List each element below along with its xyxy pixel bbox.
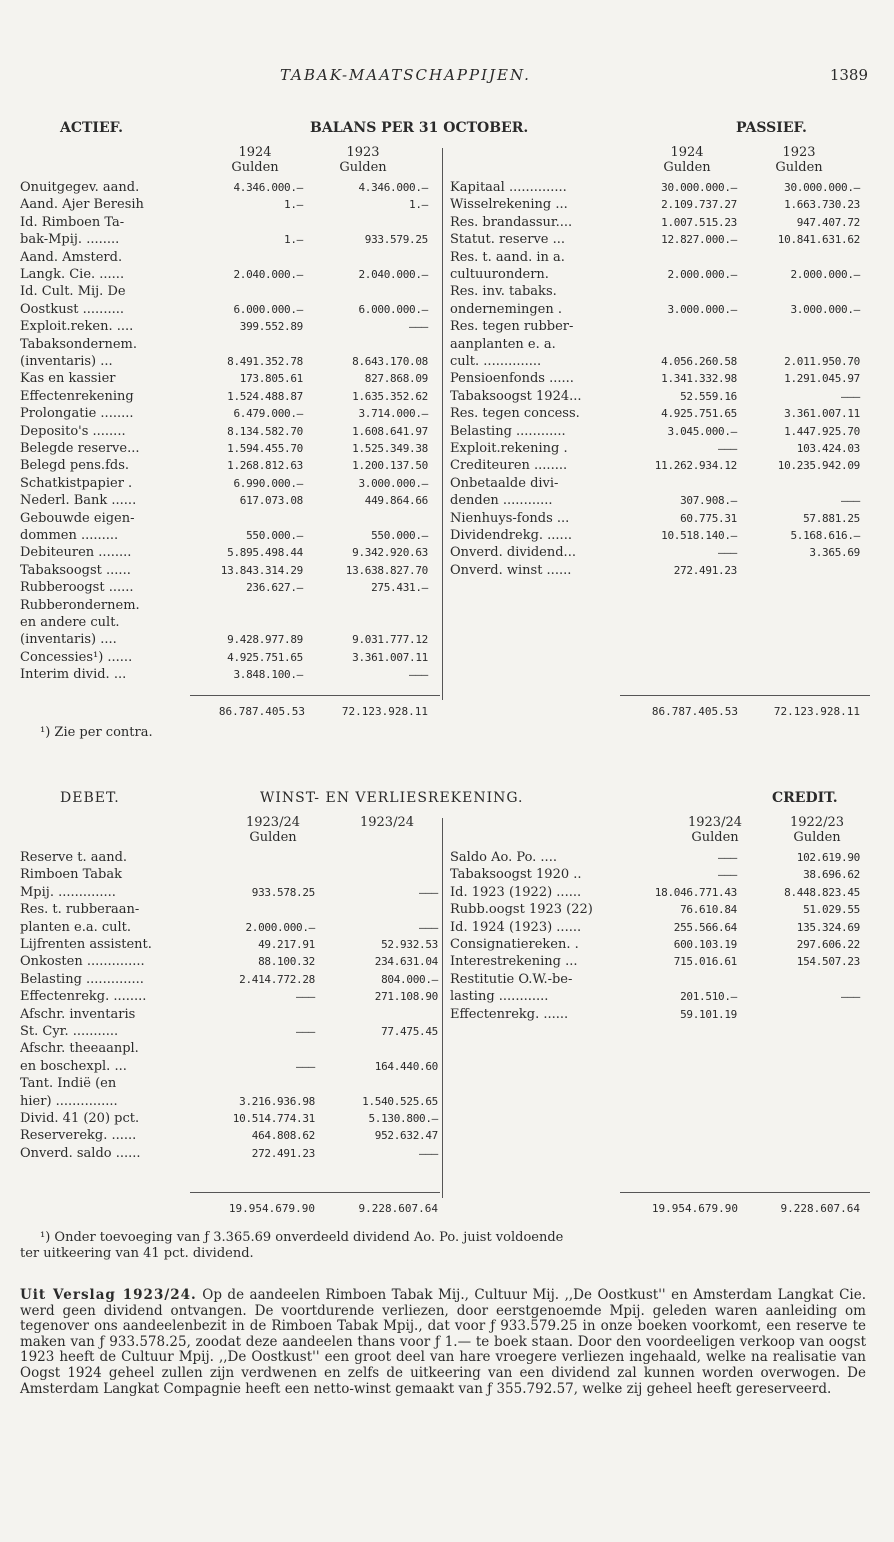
row-value-1: 2.000.000.—: [667, 268, 737, 281]
row-label: Concessies¹) ......: [20, 649, 133, 665]
row-label: Res. t. rubberaan-: [20, 902, 140, 918]
row-label: Langk. Cie. ......: [20, 267, 125, 282]
row-label: Onverd. winst ......: [450, 562, 572, 578]
center-rule: [442, 148, 443, 700]
row-label: Reserverekg. ......: [20, 1128, 137, 1144]
pl-col-4: 1922/23 Gulden: [789, 815, 844, 845]
row-value-1: 933.578.25: [251, 885, 315, 899]
row-value-1: 4.056.260.58: [661, 355, 737, 368]
row-value-1: 8.491.352.78: [227, 355, 303, 368]
row-label: Id. 1923 (1922) ......: [450, 884, 582, 900]
row-label: Interestrekening ...: [450, 954, 578, 970]
row-value-1: ———: [718, 868, 737, 882]
row-value-1: 13.843.314.29: [220, 563, 303, 577]
row-label: Kas en kassier: [20, 371, 116, 387]
row-label: Gebouwde eigen-: [20, 510, 135, 526]
row-value-2: 3.361.007.11: [352, 650, 428, 664]
row-value-2: 297.606.22: [796, 938, 860, 951]
row-value-2: 1.525.349.38: [352, 442, 428, 455]
row-value-2: 57.881.25: [803, 511, 860, 525]
row-label: dommen .........: [20, 528, 119, 543]
row-label: Reserve t. aand.: [20, 850, 128, 865]
row-label: Dividendrekg. ......: [450, 528, 572, 543]
running-title: TABAK-MAATSCHAPPIJEN.: [280, 66, 531, 84]
row-label: Onverd. dividend...: [450, 545, 576, 561]
row-label: Divid. 41 (20) pct.: [20, 1111, 140, 1126]
row-value-2: 1.291.045.97: [784, 372, 860, 386]
row-label: Tabaksoogst 1920 ..: [450, 867, 582, 883]
row-value-1: 600.103.19: [673, 938, 737, 951]
row-value-1: 1.524.488.87: [227, 389, 303, 403]
row-value-2: 952.632.47: [374, 1129, 438, 1143]
row-value-2: ———: [409, 320, 428, 334]
row-value-2: 13.638.827.70: [345, 563, 428, 577]
row-value-1: 1.594.455.70: [227, 442, 303, 455]
row-value-2: 1.200.137.50: [352, 459, 428, 473]
total-rule-left: [190, 695, 440, 696]
row-value-1: 1.007.515.23: [661, 215, 737, 229]
row-label: Tant. Indië (en: [20, 1076, 117, 1092]
row-value-2: 135.324.69: [796, 920, 860, 934]
row-label: Res. t. aand. in a.: [450, 249, 565, 265]
row-value-1: ———: [296, 1059, 315, 1073]
pl-col-1: 1923/24 Gulden: [245, 815, 300, 845]
row-value-2: 550.000.—: [371, 529, 428, 542]
row-label: en andere cult.: [20, 615, 120, 630]
row-value-2: ———: [841, 990, 860, 1004]
row-label: Id. Cult. Mij. De: [20, 284, 126, 300]
row-value-2: 3.361.007.11: [784, 407, 860, 421]
row-value-1: 30.000.000.—: [661, 181, 737, 194]
pl-heading: [20, 790, 875, 810]
row-label: Wisselrekening ...: [450, 197, 568, 213]
row-value-1: 9.428.977.89: [227, 633, 303, 647]
profit-loss: [20, 790, 875, 1261]
row-label: Afschr. inventaris: [20, 1006, 136, 1022]
row-value-1: ———: [296, 990, 315, 1004]
row-label: Belegde reserve...: [20, 441, 140, 456]
pl-center-rule: [442, 818, 443, 1198]
row-value-2: 3.000.000.—: [790, 302, 860, 316]
row-value-1: 1.341.332.98: [661, 372, 737, 386]
row-value-2: ———: [841, 389, 860, 403]
row-value-1: 4.925.751.65: [227, 650, 303, 664]
row-label: Debiteuren ........: [20, 545, 132, 561]
row-value-2: 4.346.000.—: [358, 181, 428, 194]
row-value-2: 9.031.777.12: [352, 633, 428, 647]
row-value-2: 827.868.09: [364, 372, 428, 386]
pl-rule-right: [620, 1192, 870, 1193]
row-value-1: ———: [718, 851, 737, 864]
row-value-1: 272.491.23: [251, 1146, 315, 1160]
row-label: bak-Mpij. ........: [20, 232, 120, 248]
row-value-1: 307.908.—: [680, 494, 737, 508]
row-label: en boschexpl. ...: [20, 1058, 127, 1074]
row-label: Restitutie O.W.-be-: [450, 971, 573, 987]
row-value-1: 464.808.62: [251, 1129, 315, 1143]
row-value-1: 173.805.61: [239, 372, 303, 386]
pl-total-credit-2: 9.228.607.64: [780, 1202, 860, 1215]
assets-heading: ACTIEF.: [60, 120, 124, 136]
row-label: Effectenrekening: [20, 388, 134, 404]
row-value-2: ———: [409, 668, 428, 682]
row-label: Tabaksondernem.: [20, 336, 137, 352]
row-value-2: 8.643.170.08: [352, 355, 428, 368]
row-value-1: ———: [296, 1025, 315, 1038]
row-value-2: 2.011.950.70: [784, 355, 860, 368]
row-label: Nederl. Bank ......: [20, 493, 137, 509]
report-text: Op de aandeelen Rimboen Tabak Mij., Cultuur Mij. ,,De Oostkust'' en Amsterdam Langkat Cie. werd geen dividend ontvangen. De voortdurende verliezen, door eerstgenoemde Mpij. geleden waren aanleiding om tegenover ons aandeelenbezit in de Rimboen Tabak Mpij., dat voor ƒ 933.579.25 in onze boeken voorkomt, een reserve te maken van ƒ 933.578.25, zoodat deze aandeelen thans voor ƒ 1.— te boek staan. Door den voordeeligen verkoop van oogst 1923 heeft de Cultuur Mpij. ,,De Oostkust'' een groot deel van hare vroegere verliezen ingehaald, welke na realisatie van Oogst 1924 geheel zullen zijn verdwenen en zelfs de uitkeering van een dividend zal kunnen worden overwogen. De Amsterdam Langkat Compagnie heeft een netto-winst gemaakt van ƒ 355.792.57, welke zij geheel heeft gereserveerd.: [20, 1287, 866, 1397]
row-value-1: 6.990.000.—: [233, 476, 303, 490]
row-value-2: 2.000.000.—: [790, 268, 860, 281]
row-value-2: 102.619.90: [796, 851, 860, 864]
row-value-2: 271.108.90: [374, 990, 438, 1004]
row-label: Consignatiereken. .: [450, 937, 579, 952]
row-value-1: 2.000.000.—: [245, 920, 315, 934]
row-value-2: 9.342.920.63: [352, 546, 428, 560]
row-value-1: 715.016.61: [673, 955, 737, 969]
row-value-1: 11.262.934.12: [654, 459, 737, 473]
row-label: Rimboen Tabak: [20, 867, 122, 883]
row-label: Oostkust ..........: [20, 301, 124, 317]
row-label: Res. inv. tabaks.: [450, 284, 557, 300]
row-label: Effectenrekg. ......: [450, 1006, 569, 1022]
row-value-1: 550.000.—: [246, 529, 303, 542]
row-value-1: 60.775.31: [680, 511, 737, 525]
row-value-1: 59.101.19: [680, 1007, 737, 1021]
pl-col-2: 1923/24: [359, 815, 414, 830]
row-value-2: 6.000.000.—: [358, 302, 428, 316]
row-value-1: 2.109.737.27: [661, 198, 737, 212]
row-value-1: 1.268.812.63: [227, 459, 303, 473]
row-value-2: 5.168.616.—: [790, 529, 860, 542]
row-value-2: 38.696.62: [803, 868, 860, 882]
row-value-2: 103.424.03: [796, 442, 860, 455]
col-year-1924: 1924 Gulden: [231, 145, 279, 175]
total-assets-1924: 86.787.405.53: [218, 705, 305, 718]
row-value-2: 933.579.25: [364, 233, 428, 247]
row-label: Id. 1924 (1923) ......: [450, 919, 582, 935]
row-value-2: 804.000.—: [381, 972, 438, 986]
row-value-2: 5.130.800.—: [368, 1112, 438, 1125]
col-year-1923-right: 1923 Gulden: [775, 145, 823, 175]
row-label: Deposito's ........: [20, 423, 126, 439]
row-value-1: 18.046.771.43: [654, 885, 737, 899]
pl-footnote-2: ter uitkeering van 41 pct. dividend.: [20, 1246, 254, 1261]
row-value-1: 12.827.000.—: [661, 233, 737, 247]
row-value-1: 3.216.936.98: [239, 1094, 315, 1108]
row-value-1: 3.045.000.—: [667, 424, 737, 438]
row-label: cultuurondern.: [450, 267, 549, 282]
row-value-1: 52.559.16: [680, 389, 737, 403]
row-value-2: ———: [841, 494, 860, 508]
row-value-1: 3.000.000.—: [667, 302, 737, 316]
col-year-1923: 1923 Gulden: [339, 145, 387, 175]
row-value-2: 51.029.55: [803, 903, 860, 917]
pl-total-debit-1: 19.954.679.90: [228, 1202, 315, 1215]
row-value-1: 3.848.100.—: [233, 668, 303, 682]
row-value-2: 1.608.641.97: [352, 424, 428, 438]
row-value-1: 2.414.772.28: [239, 972, 315, 986]
row-value-2: ———: [419, 1146, 438, 1160]
row-label: Nienhuys-fonds ...: [450, 510, 570, 526]
row-value-2: 234.631.04: [374, 955, 438, 969]
pl-footnote-1: ¹) Onder toevoeging van ƒ 3.365.69 onverdeeld dividend Ao. Po. juist voldoende: [40, 1230, 564, 1245]
row-label: Onkosten ..............: [20, 954, 145, 970]
row-value-2: 3.714.000.—: [358, 407, 428, 421]
row-label: Statut. reserve ...: [450, 232, 566, 248]
row-label: ondernemingen .: [450, 301, 563, 317]
row-label: Onbetaalde divi-: [450, 475, 559, 491]
row-label: lasting ............: [450, 989, 549, 1005]
report-lead: Uit Verslag 1923/24.: [20, 1287, 197, 1303]
row-label: Rubberoogst ......: [20, 580, 134, 596]
row-label: Tabaksoogst 1924...: [450, 388, 582, 404]
row-label: Interim divid. ...: [20, 667, 127, 683]
row-value-1: 1.—: [284, 198, 303, 212]
row-label: (inventaris) ....: [20, 632, 117, 648]
row-value-2: 154.507.23: [796, 955, 860, 969]
row-value-1: ———: [718, 442, 737, 455]
row-value-1: 6.479.000.—: [233, 407, 303, 421]
row-label: Id. Rimboen Ta-: [20, 214, 125, 230]
row-value-1: 255.566.64: [673, 920, 737, 934]
row-value-2: 1.—: [409, 198, 428, 212]
row-label: Mpij. ..............: [20, 884, 116, 900]
row-value-2: 1.635.352.62: [352, 389, 428, 403]
row-value-2: 164.440.60: [374, 1059, 438, 1073]
row-value-2: 449.864.66: [364, 494, 428, 508]
row-label: Tabaksoogst ......: [20, 562, 131, 578]
debit-heading: DEBET.: [60, 790, 120, 806]
row-label: planten e.a. cult.: [20, 919, 132, 935]
row-value-1: 76.610.84: [680, 903, 737, 917]
row-label: denden ............: [450, 493, 553, 509]
total-liab-1924: 86.787.405.53: [651, 705, 738, 718]
row-value-2: 30.000.000.—: [784, 181, 860, 194]
row-label: (inventaris) ...: [20, 354, 113, 369]
page-number: 1389: [829, 66, 868, 84]
balance-heading: [20, 120, 875, 140]
row-value-2: 1.447.925.70: [784, 424, 860, 438]
row-value-1: 236.627.—: [246, 581, 303, 595]
row-label: Pensioenfonds ......: [450, 371, 574, 387]
row-value-1: 10.514.774.31: [232, 1112, 315, 1125]
row-value-2: 3.365.69: [809, 546, 860, 560]
row-label: Schatkistpapier .: [20, 475, 133, 491]
row-label: Onverd. saldo ......: [20, 1145, 141, 1161]
annual-report-excerpt: [20, 1288, 866, 1397]
total-rule-right: [620, 695, 870, 696]
row-value-2: 10.841.631.62: [777, 233, 860, 247]
row-label: Rubberondernem.: [20, 597, 140, 613]
row-label: Aand. Amsterd.: [20, 249, 123, 265]
row-label: cult. ..............: [450, 354, 542, 369]
row-value-2: 52.932.53: [381, 938, 438, 951]
pl-total-debit-2: 9.228.607.64: [358, 1202, 438, 1215]
row-value-1: 2.040.000.—: [233, 268, 303, 281]
row-label: Aand. Ajer Beresih: [20, 197, 144, 213]
row-label: Saldo Ao. Po. ....: [450, 850, 557, 865]
row-value-1: 617.073.08: [239, 494, 303, 508]
pl-col-3: 1923/24 Gulden: [687, 815, 742, 845]
row-label: Afschr. theeaanpl.: [20, 1041, 139, 1057]
row-value-1: 6.000.000.—: [233, 302, 303, 316]
row-value-1: 201.510.—: [680, 990, 737, 1004]
row-value-2: ———: [419, 920, 438, 934]
row-label: Crediteuren ........: [450, 458, 568, 474]
row-label: Effectenrekg. ........: [20, 989, 147, 1005]
row-value-2: 3.000.000.—: [358, 476, 428, 490]
row-value-2: 8.448.823.45: [784, 885, 860, 899]
row-label: Res. tegen concess.: [450, 406, 580, 422]
row-value-2: 2.040.000.—: [358, 268, 428, 281]
row-value-1: 49.217.91: [258, 938, 315, 951]
row-value-1: 272.491.23: [673, 563, 737, 577]
row-value-2: 77.475.45: [381, 1025, 438, 1038]
row-value-1: 5.895.498.44: [227, 546, 303, 560]
balance-title: BALANS PER 31 OCTOBER.: [310, 120, 529, 136]
row-value-1: 399.552.89: [239, 320, 303, 334]
balance-sheet: [20, 120, 875, 740]
row-label: Exploit.reken. ....: [20, 319, 134, 335]
row-label: Exploit.rekening .: [450, 441, 568, 456]
pl-title: WINST- EN VERLIESREKENING.: [260, 790, 524, 806]
pl-total-credit-1: 19.954.679.90: [651, 1202, 738, 1215]
row-label: Res. tegen rubber-: [450, 319, 574, 335]
row-label: Res. brandassur....: [450, 214, 573, 230]
row-value-1: 8.134.582.70: [227, 424, 303, 438]
row-value-2: 947.407.72: [796, 215, 860, 229]
row-value-2: 10.235.942.09: [777, 459, 860, 473]
row-label: Rubb.oogst 1923 (22): [450, 902, 593, 918]
row-value-2: ———: [419, 885, 438, 899]
col-year-1924-right: 1924 Gulden: [663, 145, 711, 175]
page-header: [0, 66, 894, 90]
row-value-2: 1.663.730.23: [784, 198, 860, 212]
row-label: Kapitaal ..............: [450, 180, 567, 195]
credit-heading: CREDIT.: [772, 790, 838, 806]
total-liab-1923: 72.123.928.11: [773, 705, 860, 718]
row-label: Onuitgegev. aand.: [20, 180, 140, 195]
row-label: hier) ...............: [20, 1093, 118, 1109]
row-label: aanplanten e. a.: [450, 336, 556, 352]
total-assets-1923: 72.123.928.11: [341, 705, 428, 718]
liabilities-heading: PASSIEF.: [736, 120, 807, 136]
row-value-1: 4.925.751.65: [661, 407, 737, 421]
row-value-1: ———: [718, 546, 737, 560]
balance-footnote: ¹) Zie per contra.: [40, 725, 153, 740]
row-label: Belasting ............: [450, 423, 566, 439]
row-value-1: 4.346.000.—: [233, 181, 303, 194]
pl-rule-left: [190, 1192, 440, 1193]
row-value-2: 275.431.—: [371, 581, 428, 595]
row-label: Prolongatie ........: [20, 406, 134, 422]
row-label: Belegd pens.fds.: [20, 458, 130, 474]
row-value-2: 1.540.525.65: [362, 1094, 438, 1108]
row-label: Lijfrenten assistent.: [20, 937, 152, 952]
row-value-1: 88.100.32: [258, 955, 315, 969]
row-label: Belasting ..............: [20, 971, 144, 987]
row-value-1: 1.—: [284, 233, 303, 247]
row-label: St. Cyr. ...........: [20, 1024, 119, 1039]
row-value-1: 10.518.140.—: [661, 529, 737, 542]
